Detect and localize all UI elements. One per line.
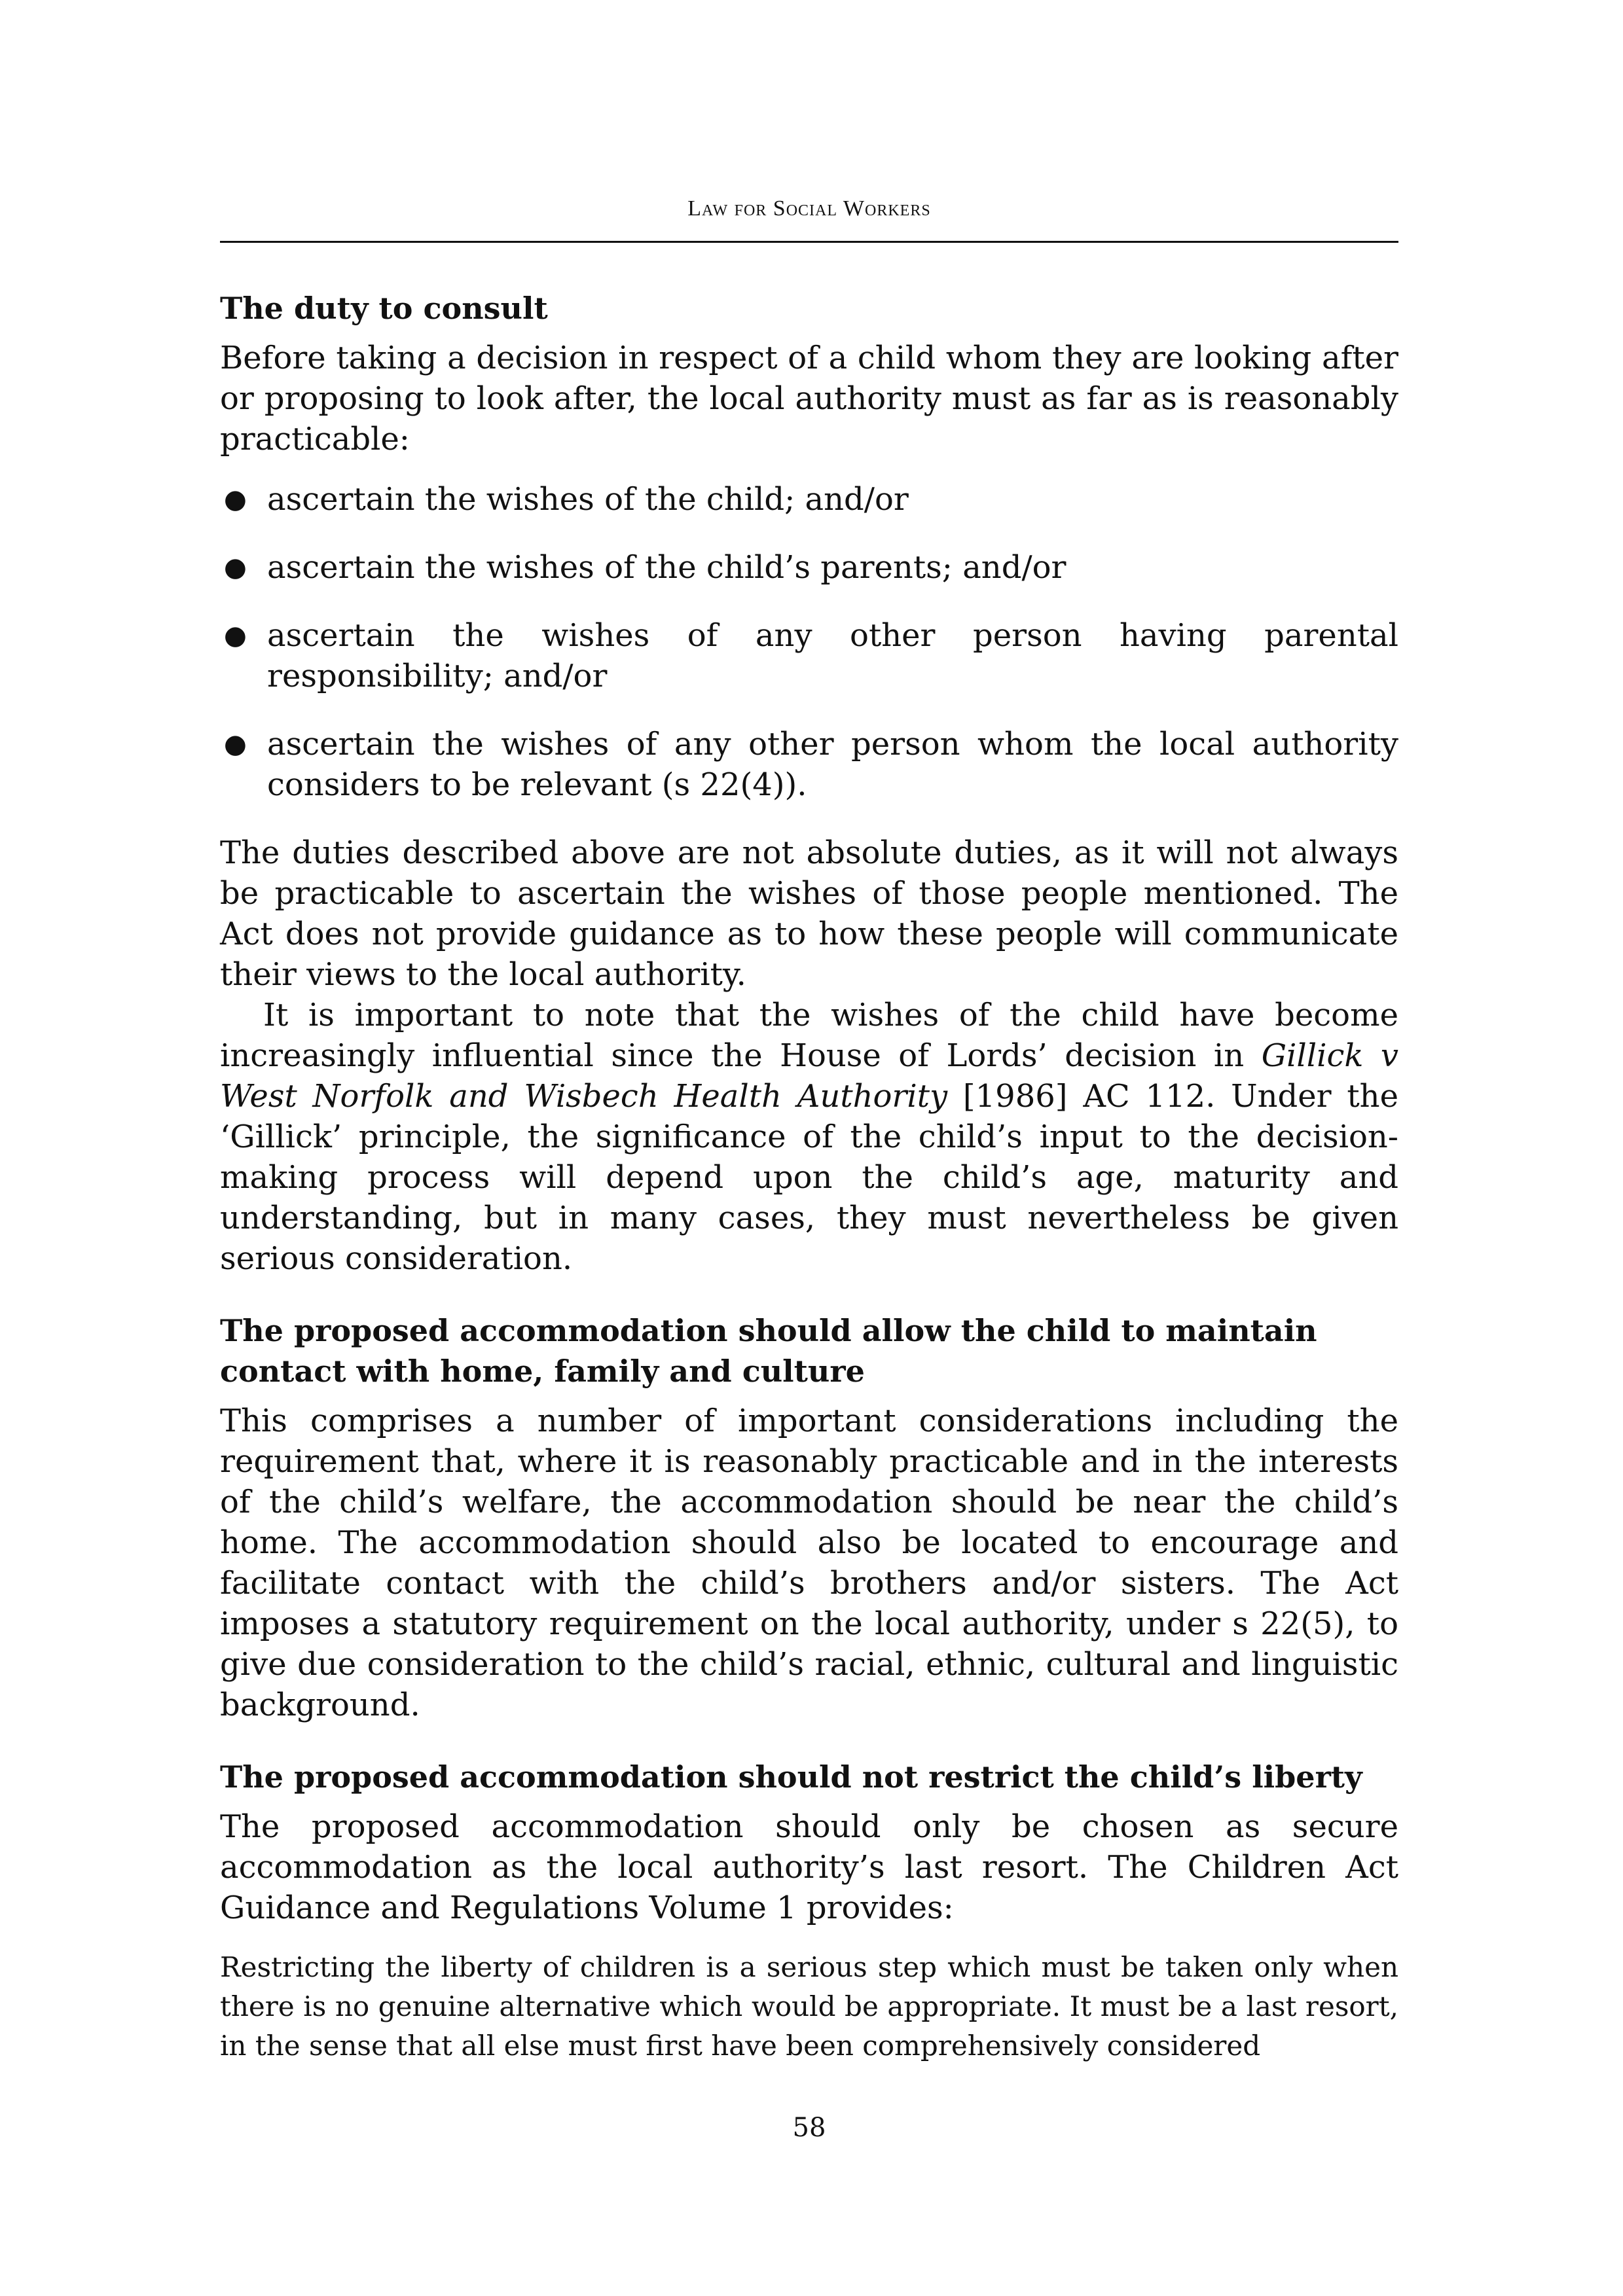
liberty-paragraph: The proposed accommodation should only be chosen as secure accommodation as the local authority’s last resort. The Children Act Guidance and Regulations Volume 1 provides: — [220, 1808, 1398, 1926]
case-citation: Gillick v West Norfolk and Wisbech Health Authority — [220, 1037, 1399, 1115]
contact-paragraph: This comprises a number of important considerations including the requirement that, where it is reasonably practicable and in the interests of the child’s welfare, the accommodation should be near the child’s home. The accommodation should also be located to encourage and facilitate contact with the child’s brothers and/or sisters. The Act imposes a statutory requirement on the local authority, under s 22(5), to give due consideration to the child’s racial, ethnic, cultural and linguistic background. — [220, 1403, 1398, 1723]
paragraph-text: It is important to note that the wishes of the child have become increasingly influential since the House of Lords’ decision in — [220, 997, 1398, 1074]
list-item — [220, 547, 1398, 588]
header-rule — [220, 241, 1398, 243]
consult-intro: Before taking a decision in respect of a child whom they are looking after or proposing to look after, the local authority must as far as is reasonably practicable: — [220, 340, 1398, 457]
list-item-text: ascertain the wishes of the child’s parents; and/or — [267, 549, 1067, 586]
body-text — [220, 288, 1398, 2066]
bullet-icon: ● — [224, 484, 247, 514]
list-item-text: ascertain the wishes of the child; and/or — [267, 481, 909, 518]
heading-contact: The proposed accommodation should allow the child to maintain contact with home, family and culture — [220, 1313, 1317, 1389]
bullet-icon: ● — [224, 552, 247, 583]
running-head: Law for Social Workers — [687, 196, 931, 221]
list-item-text: ascertain the wishes of any other person whom the local authority considers to be relevant (s 22(4)). — [267, 726, 1398, 803]
block-quote: Restricting the liberty of children is a serious step which must be taken only when there is no genuine alternative which would be appropriate. It must be a last resort, in the sense that all else must first have been comprehensively considered — [220, 1951, 1398, 2062]
bullet-icon: ● — [224, 620, 247, 651]
list-item — [220, 724, 1398, 805]
bullet-icon: ● — [224, 729, 247, 759]
paragraph-text: [1986] AC 112. Under the ‘Gillick’ principle, the significance of the child’s input to the decision-making process will depend upon the child’s age, maturity and understanding, but in many cases, they must nevertheless be given serious consideration. — [220, 1078, 1398, 1277]
heading-duty-to-consult: The duty to consult — [220, 291, 548, 326]
page-number: 58 — [792, 2113, 826, 2143]
list-item — [220, 615, 1398, 696]
heading-liberty: The proposed accommodation should not restrict the child’s liberty — [220, 1759, 1362, 1795]
consult-paragraph-2 — [220, 995, 1398, 1279]
consult-bullet-list — [220, 479, 1398, 805]
consult-paragraph-1: The duties described above are not absolute duties, as it will not always be practicable to ascertain the wishes of those people mentioned. The Act does not provide guidance as to how these people will communicate their views to the local authority. — [220, 834, 1398, 993]
list-item-text: ascertain the wishes of any other person having parental responsibility; and/or — [267, 617, 1398, 694]
list-item — [220, 479, 1398, 520]
